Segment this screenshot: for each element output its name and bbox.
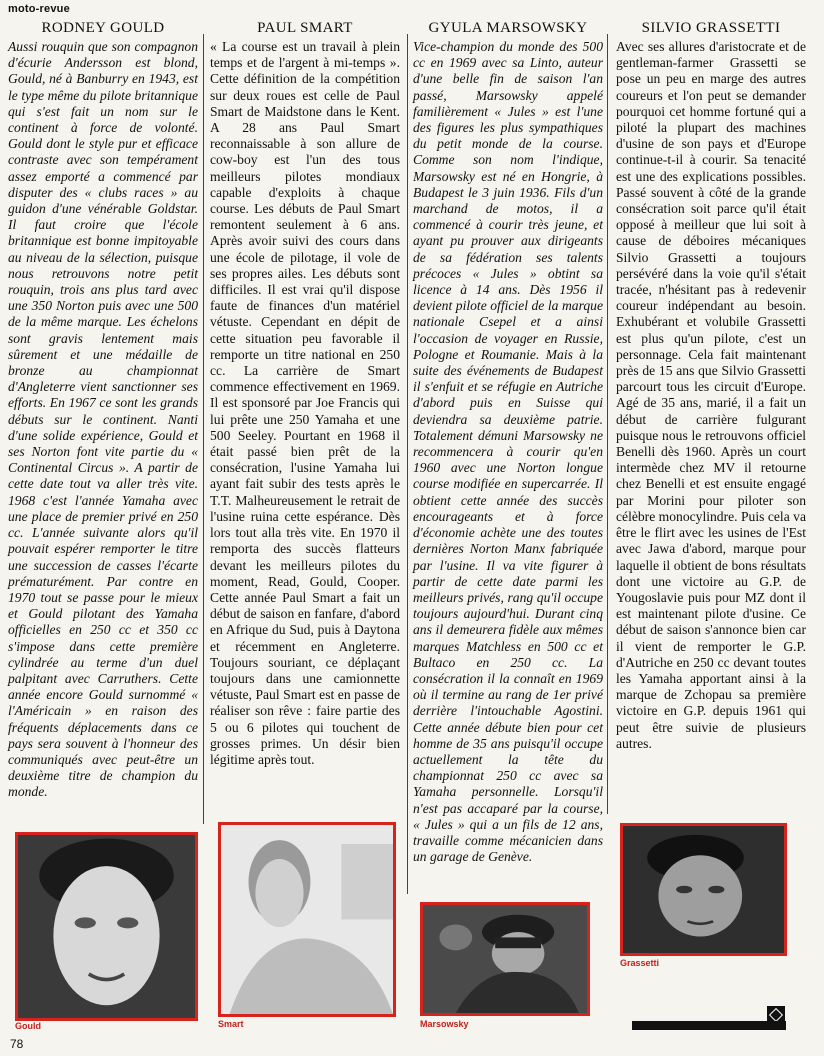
column-body: « La course est un travail à plein temps et de l'argent à mi-temps ». Cette définition de la compétition sur deux roues est celle de Paul Smart de Maidstone dans le Kent. A 28 ans Paul Smart reconnaissable à son allure de cow-boy est l'un des tous meilleurs pilotes mondiaux capable d'exploits à chaque course. Les débuts de Paul Smart remontent seulement à 6 ans. Après avoir suivi des cours dans une école de pilotage, il vole de ses propres ailes. Les débuts sont difficiles. Il est vrai qu'il dispose faute de finances d'un matériel vétuste. Cependant en dépit de cette situation peu favorable il remporte un titre national en 250 cc. La carrière de Smart commence effectivement en 1969. Il est sponsoré par Joe Francis qui lui prête une 250 Yamaha et une 500 Seeley. Pourtant en 1968 il était passé bien prêt de la consécration, l'usine Yamaha lui ayant fait subir des tests après le T.T. Malheureusement le retrait de l'usine ruina cette espérance. Dès lors tout alla très vite. En 1970 il remporta des succès flatteurs devant les meilleurs pilotes du moment, Read, Gould, Cooper. Cette année Paul Smart a fait un début de saison en fanfare, d'abord en Afrique du Sud, puis à Daytona et récemment en Angleterre. Toujours souriant, ce déplaçant toujours dans une camionnette vétuste, Paul Smart est en passe de réaliser son rêve : faire partie des 5 ou 6 pilotes qui touchent de grosses primes. Un désir bien légitime après tout. [210, 39, 400, 767]
article-column-grassetti [616, 20, 806, 752]
portrait-photo-smart [218, 822, 396, 1017]
article-column-marsowsky [413, 20, 603, 865]
photo-caption: Smart [218, 1019, 244, 1029]
column-title: GYULA MARSOWSKY [428, 20, 588, 36]
photo-caption: Gould [15, 1021, 41, 1031]
article-column-gould [8, 20, 198, 801]
magazine-header: moto-revue [8, 3, 70, 15]
portrait-photo-grassetti [620, 823, 787, 956]
column-divider [407, 34, 408, 894]
column-divider [607, 34, 608, 814]
page-number: 78 [10, 1037, 24, 1051]
column-body: Avec ses allures d'aristocrate et de gentleman-farmer Grassetti se pose un peu en marge des autres coureurs et l'on peut se demander pourquoi cet homme fortuné qui a piloté la plupart des machines d'usine de son pays et d'Europe continue-t-il à courir. Sa tenacité est une des explications possibles. Passé souvent à côté de la grande consécration soit parce qu'il était opposé à meilleur que lui soit à cause de déboires mécaniques Silvio Grassetti a toujours persévéré dans la voie qu'il s'était tracée, n'hésitant pas à redevenir coureur indépendant au besoin. Exhubérant et volubile Grassetti est plus qu'un pilote, c'est un personnage. Cela fait maintenant près de 15 ans que Silvio Grassetti parcourt tous les circuit d'Europe. Agé de 35 ans, marié, il a fait un début de carrière fulgurant puisque nous le retrouvons officiel Benelli dès 1960. Après un court intermède chez MV il retourne chez Benelli et est ensuite engagé par Morini pour piloter son célèbre monocylindre. Puis cela va être le flirt avec les usines de l'Est avec Jawa d'abord, marque pour laquelle il obtient de bons résultats dont une victoire au G.P. de Yougoslavie puis pour MZ dont il est maintenant pilote d'usine. Ce début de saison s'annonce bien car il vient de remporter le G.P. d'Autriche en 250 cc devant toutes les Yamaha apportant ainsi à la marque de Zchopau sa première victoire en G.P. depuis 1961 qui peut être suivie de plusieurs autres. [616, 39, 806, 751]
photo-caption: Marsowsky [420, 1019, 469, 1029]
column-body: Vice-champion du monde des 500 cc en 1969 avec sa Linto, auteur d'une belle fin de saison l'an passé, Marsowsky appelé familièrement « Jules » est l'une des figures les plus sympathiques du petit monde de la course. Comme son nom l'indique, Marsowsky est né en Hongrie, à Budapest le 3 juin 1936. Fils d'un marchand de motos, il a commencé à courir très jeune, et ayant pu prouver aux dirigeants de sa fédération ses talents précoces « Jules » obtint sa licence à 14 ans. Dès 1956 il devient pilote officiel de la marque nationale Csepel et a ainsi l'occasion de voyager en Russie, Pologne et Roumanie. Mais à la suite des événements de Budapest il s'enfuit et se réfugie en Autriche d'abord puis en Suisse qui deviendra sa deuxième patrie. Totalement démuni Marsowsky ne recommencera à courir qu'en 1960 avec une Norton longue course modifiée en supercarrée. Il obtient cette année des succès encourageants et à force d'économie achète une des toutes dernières Norton Manx fabriquée par l'usine. Il va vite figurer à partir de cette date parmi les meilleurs privés, rang qu'il occupe toujours aujourd'hui. Durant cinq ans il demeurera fidèle aux mêmes marques Matchless en 500 cc et Bultaco en 250 cc. La consécration il la connaît en 1969 où il termine au rang de 1er privé derrière l'intouchable Agostini. Cette année débute bien pour cet homme de 35 ans puisqu'il occupe actuellement la tête du championnat 250 cc avec sa Yamaha personnelle. Lorsqu'il n'est pas accaparé par la course, « Jules » qui a un fils de 12 ans, travaille comme mécanicien dans un garage de Genève. [413, 39, 603, 865]
column-divider [203, 34, 204, 824]
portrait-photo-gould [15, 832, 198, 1021]
photo-caption: Grassetti [620, 958, 660, 968]
column-title: PAUL SMART [257, 20, 353, 36]
portrait-photo-marsowsky [420, 902, 590, 1016]
column-title: RODNEY GOULD [41, 20, 165, 36]
end-bar [632, 1021, 786, 1030]
column-body: Aussi rouquin que son compagnon d'écurie Andersson est blond, Gould, né à Banburry en 1943, est le type même du pilote britannique qui s'est fait un nom sur le continent à force de volonté. Gould dont le style pur et efficace contraste avec son tempérament assez emporté a commencé par disputer des « clubs races » au guidon d'une vénérable Goldstar. Il faut croire que l'école britannique est bonne impitoyable au niveau de la sélection, puisque nous retrouvons notre petit rouquin, trois ans plus tard avec une 350 Norton puis avec une 500 de la même marque. Les échelons sont gravis lentement mais sûrement et une médaille de bronze au championnat d'Angleterre vient sanctionner ses efforts. En 1967 ce sont les grands débuts sur le continent. Nanti d'une solide expérience, Gould et ses Norton font vite partie du « Continental Circus ». A partir de cette date tout va aller très vite. 1968 c'est l'année Yamaha avec une place de premier privé en 250 cc. L'année suivante alors qu'il pouvait espérer remporter le titre une succession de casses l'écarte prématurément. Par contre en 1970 tout se passe pour le mieux et Gould pilotant des Yamaha officielles en 250 cc et 350 cc s'impose dans cette première cylindrée au terme d'un duel palpitant avec Carruthers. Cette année encore Gould surnommé « l'Américain » en raison des fréquents déplacements dans ce pays sera souvent à l'honneur des communiqués avec peut-être un deuxième titre de champion du monde. [8, 39, 198, 800]
column-title: SILVIO GRASSETTI [641, 20, 781, 36]
article-column-smart [210, 20, 400, 768]
